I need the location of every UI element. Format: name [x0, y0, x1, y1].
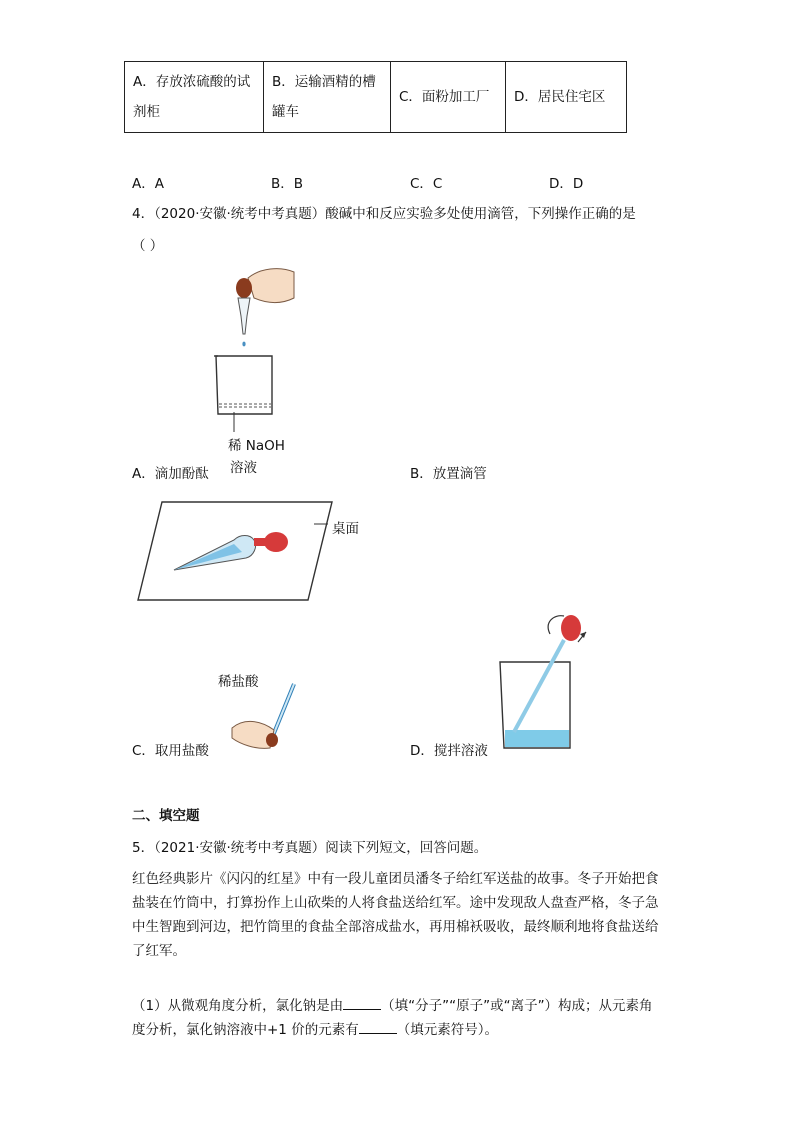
option-d-label[interactable]: D．搅拌溶液	[410, 743, 488, 759]
q5-sub1-text: （填元素符号）。	[396, 1022, 498, 1038]
q5-passage: 红色经典影片《闪闪的红星》中有一段儿童团员潘冬子给红军送盐的故事。冬子开始把食盐装在竹筒中，打算扮作上山砍柴的人将食盐送给红军。途中发现敌人盘查严格，冬子急中生智跑到河边，把竹筒里的食盐全部溶成盐水，再用棉袄吸收，最终顺利地将食盐送给了红军。	[132, 871, 659, 959]
q5-sub1-text: （填“分子”“原子”或“离子”）构成；从元素角度分析，氯化钠溶液中+1 价的元素有	[132, 998, 653, 1038]
answer-blank[interactable]	[359, 1019, 397, 1034]
section-title: 二、填空题	[132, 808, 200, 824]
option-a-label[interactable]: A．滴加酚酞	[132, 466, 209, 482]
table-cell: B．运输酒精的槽罐车	[264, 62, 391, 133]
figure-b-caption: 桌面	[332, 521, 359, 537]
option-c-label[interactable]: C．取用盐酸	[132, 743, 209, 759]
option-b-label[interactable]: B．放置滴管	[410, 466, 487, 482]
options-table	[124, 61, 627, 133]
answer-blank[interactable]	[343, 995, 381, 1010]
figure-a-caption: 稀 NaOH	[228, 438, 285, 454]
table-cell: A．存放浓硫酸的试剂柜	[125, 62, 264, 133]
q5-subquestion-1	[132, 994, 662, 1042]
choice-b[interactable]: B．B	[271, 176, 304, 192]
figure-c-caption: 稀盐酸	[218, 674, 259, 690]
q4-answer-paren[interactable]: （ ）	[132, 238, 164, 254]
q5-sub1-text: （1）从微观角度分析，氯化钠是由	[132, 998, 344, 1014]
choice-a[interactable]: A．A	[132, 176, 164, 192]
figure-d-stirring-solution	[494, 614, 594, 754]
figure-a-caption: 溶液	[230, 460, 257, 476]
table-cell: C．面粉加工厂	[391, 62, 506, 133]
q5-stem: 5．（2021·安徽·统考中考真题）阅读下列短文，回答问题。	[132, 840, 488, 856]
figure-b-dropper-on-table	[136, 500, 336, 605]
choice-d[interactable]: D．D	[549, 176, 584, 192]
choice-c[interactable]: C．C	[410, 176, 443, 192]
figure-a-dropping-phenolphthalein	[210, 264, 300, 424]
table-cell: D．居民住宅区	[506, 62, 627, 133]
q4-stem: 4．（2020·安徽·统考中考真题）酸碱中和反应实验多处使用滴管，下列操作正确的是	[132, 206, 636, 222]
